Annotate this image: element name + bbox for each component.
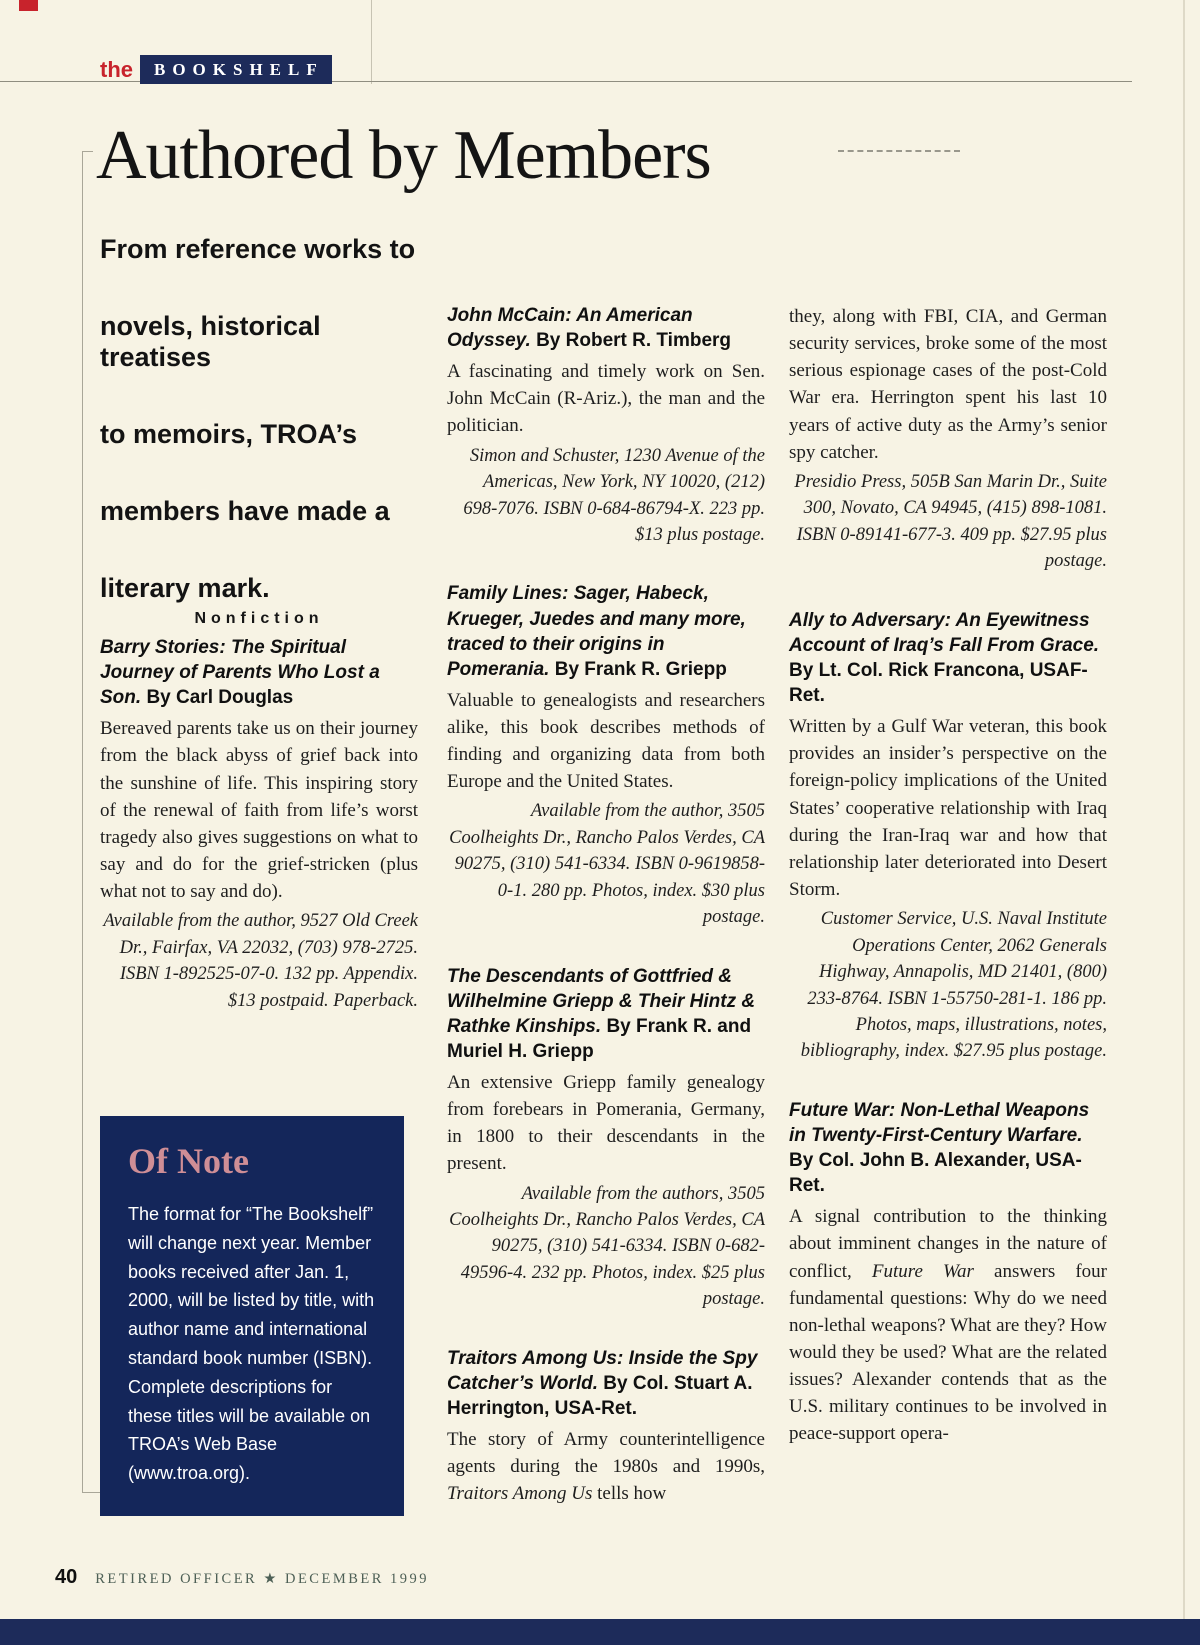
- description-italic-title: Traitors Among Us: [447, 1483, 593, 1505]
- section-heading-nonfiction: Nonfiction: [194, 610, 324, 627]
- description-segment: A signal contribution to the thinking about imminent changes in the nature of conflict,: [789, 1206, 1107, 1282]
- book-title: [447, 964, 765, 1064]
- of-note-box: [100, 1116, 404, 1516]
- book-byline: By Col. John B. Alexander, USA-Ret.: [789, 1150, 1082, 1197]
- book-entry-family-lines: [447, 581, 765, 930]
- book-title: [447, 303, 765, 353]
- book-description: Bereaved parents take us on their journey from the black abyss of grief back into the sunshine of life. This inspiring story of the renewal of faith from life’s worst tragedy also gives suggestions on what to say and do for the grief-stricken (plus what not to say and do).: [100, 718, 418, 903]
- book-description: [447, 1426, 765, 1507]
- headline-dashed-rule: [838, 150, 960, 152]
- intro-line: members have made a: [100, 496, 390, 526]
- intro-line: literary mark.: [100, 573, 270, 603]
- book-title: [447, 581, 765, 681]
- intro-deck: [100, 234, 430, 604]
- book-byline: By Frank R. Griepp: [554, 658, 727, 680]
- book-title: [789, 1098, 1107, 1198]
- description-italic-title: Future War: [871, 1260, 974, 1282]
- book-title: [447, 1346, 765, 1421]
- book-publisher-info: Available from the author, 9527 Old Creek Dr., Fairfax, VA 22032, (703) 978-2725. ISBN 1-892525-07-0. 132 pp. Appendix. $13 postpaid. Paperback.: [103, 911, 418, 1011]
- book-description: Valuable to genealogists and researchers alike, this book describes methods of finding and organizing data from both Europe and the United States.: [447, 689, 765, 793]
- book-byline: By Carl Douglas: [146, 687, 294, 709]
- book-title-text: Future War: Non-Lethal Weapons in Twenty-First-Century Warfare.: [789, 1099, 1090, 1146]
- book-title: [789, 608, 1107, 708]
- intro-line: From reference works to: [100, 234, 416, 264]
- left-bracket-top-tick: [82, 151, 93, 152]
- page-footer: [55, 1566, 429, 1589]
- book-title-text: John McCain: An American Odyssey.: [447, 305, 693, 352]
- book-byline: By Frank R. and Muriel H. Griepp: [447, 1015, 752, 1062]
- book-title-text: Ally to Adversary: An Eyewitness Account of Iraq’s Fall From Grace.: [789, 609, 1100, 656]
- book-entry-barry-stories: [100, 635, 418, 1014]
- book-title-text: The Descendants of Gottfried & Wilhelmine Griepp & Their Hintz & Rathke Kinships.: [447, 965, 756, 1037]
- book-entry-ally-to-adversary: [789, 608, 1107, 1065]
- page-number: 40: [55, 1566, 78, 1588]
- intro-line: novels, historical treatises: [100, 311, 321, 372]
- book-description: Written by a Gulf War veteran, this book provides an insider’s perspective on the foreign-policy implications of the United States’ cooperative relationship with Iraq during the Iran-Iraq war and how that relationship later deteriorated into Desert Storm.: [789, 716, 1107, 900]
- description-segment: answers four fundamental questions: Why do we need non-lethal weapons? What are they? How would they be used? What are the related issues? Alexander contends that as the U.S. military continues to be involved in peace-support opera-: [789, 1260, 1107, 1445]
- page-title: Authored by Members: [96, 117, 711, 194]
- book-description: An extensive Griepp family genealogy from forebears in Pomerania, Germany, in 1800 to their descendants in the present.: [447, 1071, 765, 1175]
- left-bracket-rule: [82, 151, 83, 1492]
- book-entry-traitors-continued: [789, 303, 1107, 575]
- of-note-body: The format for “The Bookshelf” will change next year. Member books received after Jan. 1, 2000, will be listed by title, with author name and international standard book number (ISBN). Complete descriptions for these titles will be available on TROA’s Web Base (www.troa.org).: [128, 1204, 375, 1484]
- bottom-navy-bar: [0, 1619, 1200, 1645]
- of-note-heading: Of Note: [128, 1141, 249, 1181]
- column-right: [789, 303, 1107, 1451]
- book-description: [789, 1203, 1107, 1447]
- book-entry-traitors: [447, 1346, 765, 1508]
- book-byline: By Col. Stuart A. Herrington, USA-Ret.: [447, 1372, 753, 1419]
- book-publisher-info: Simon and Schuster, 1230 Avenue of the Americas, New York, NY 10020, (212) 698-7076. ISBN 0-684-86794-X. 223 pp. $13 plus postage.: [463, 445, 765, 545]
- book-entry-future-war: [789, 1098, 1107, 1448]
- book-publisher-info: Available from the author, 3505 Coolheights Dr., Rancho Palos Verdes, CA 90275, (310) 541-6334. ISBN 0-9619858-0-1. 280 pp. Photos, index. $30 plus postage.: [449, 801, 765, 928]
- book-entry-descendants: [447, 964, 765, 1313]
- column-left: [100, 610, 418, 1014]
- description-segment: The story of Army counterintelligence agents during the 1980s and 1990s,: [447, 1429, 765, 1478]
- book-description-continued: they, along with FBI, CIA, and German security services, broke some of the most serious espionage cases of the post-Cold War era. Herrington spent his last 10 years of active duty as the Army’s senior spy catcher.: [789, 306, 1107, 463]
- masthead-the-label: the: [100, 57, 133, 82]
- masthead-bookshelf-label: BOOKSHELF: [140, 55, 332, 84]
- page-edge-line: [1183, 0, 1185, 1645]
- book-title: [100, 635, 418, 710]
- book-title-text: Family Lines: Sager, Habeck, Krueger, Juedes and many more, traced to their origins in Pomerania.: [447, 583, 746, 680]
- book-description: A fascinating and timely work on Sen. John McCain (R-Ariz.), the man and the politician.: [447, 361, 765, 437]
- book-publisher-info: Presidio Press, 505B San Marin Dr., Suite 300, Novato, CA 94945, (415) 898-1081. ISBN 0-89141-677-3. 409 pp. $27.95 plus postage.: [794, 471, 1107, 572]
- column-middle: [447, 303, 765, 1511]
- footer-publication-line: RETIRED OFFICER ★ DECEMBER 1999: [95, 1571, 430, 1587]
- description-segment: tells how: [592, 1483, 667, 1505]
- book-byline: By Robert R. Timberg: [536, 330, 732, 352]
- fold-mark: [371, 0, 372, 84]
- book-title-text: Traitors Among Us: Inside the Spy Catcher’s World.: [447, 1347, 758, 1394]
- intro-line: to memoirs, TROA’s: [100, 419, 358, 449]
- section-masthead: [100, 55, 332, 84]
- book-byline: By Lt. Col. Rick Francona, USAF-Ret.: [789, 659, 1088, 706]
- book-publisher-info: Customer Service, U.S. Naval Institute Operations Center, 2062 Generals Highway, Annapolis, MD 21401, (800) 233-8764. ISBN 1-55750-281-1. 186 pp. Photos, maps, illustrations, notes, bibliography, index. $27.95 plus postage.: [800, 909, 1107, 1062]
- book-publisher-info: Available from the authors, 3505 Coolheights Dr., Rancho Palos Verdes, CA 90275, (310) 541-6334. ISBN 0-682-49596-4. 232 pp. Photos, index. $25 plus postage.: [449, 1183, 765, 1310]
- book-entry-john-mccain: [447, 303, 765, 548]
- book-title-text: Barry Stories: The Spiritual Journey of Parents Who Lost a Son.: [100, 637, 380, 709]
- red-corner-mark: [19, 0, 38, 11]
